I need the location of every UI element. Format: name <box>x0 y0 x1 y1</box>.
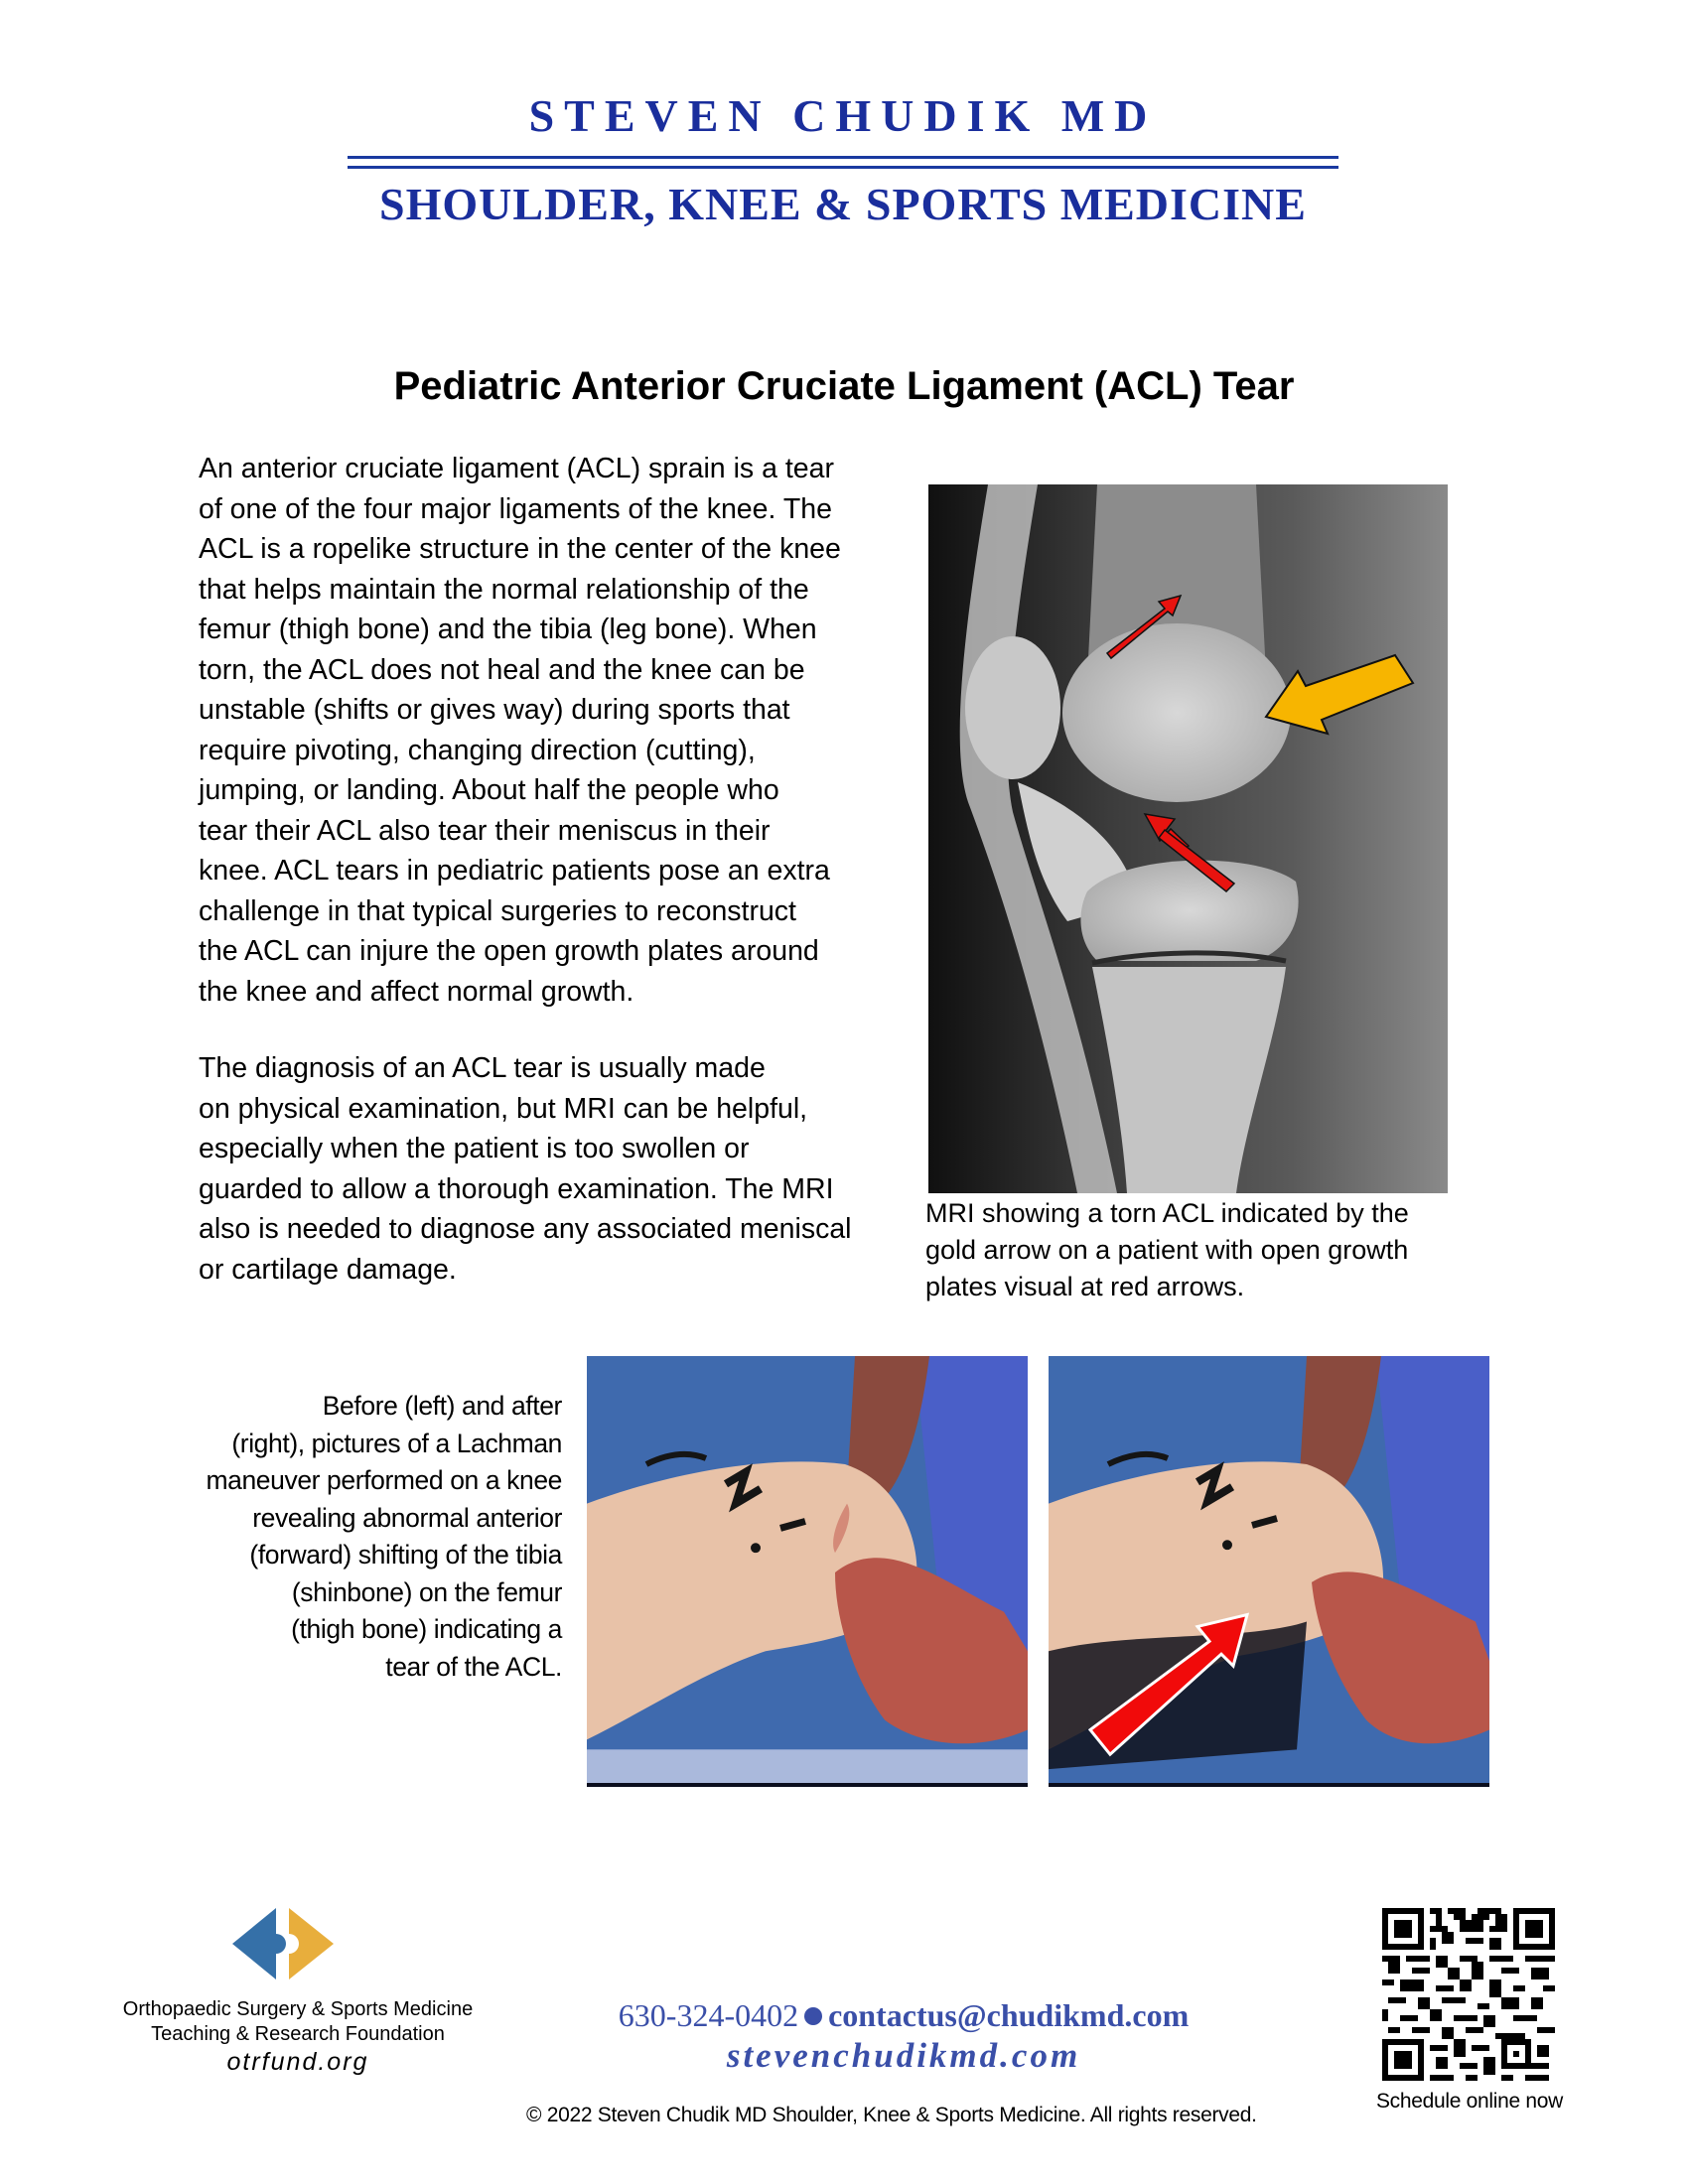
text-line: challenge in that typical surgeries to reconstruct <box>199 894 796 927</box>
practice-name: STEVEN CHUDIK MD <box>528 90 1158 141</box>
text-line: require pivoting, changing direction (cutting), <box>199 734 756 766</box>
text-line: femur (thigh bone) and the tibia (leg bone). When <box>199 614 817 645</box>
otrf-logo <box>232 1908 334 1979</box>
text-line: guarded to allow a thorough examination. The MRI <box>199 1172 834 1205</box>
practice-specialty: SHOULDER, KNEE & SPORTS MEDICINE <box>379 179 1307 229</box>
text-line: knee. ACL tears in pediatric patients pose an extra <box>199 855 830 887</box>
caption-line: tear of the ACL. <box>385 1651 562 1682</box>
phone-number[interactable]: 630-324-0402 <box>618 1997 799 2033</box>
knee-exam-illustration <box>1049 1356 1489 1783</box>
lachman-caption <box>179 1388 562 1686</box>
caption-line: Before (left) and after <box>322 1391 562 1421</box>
text-line: the ACL can injure the open growth plates around <box>199 935 819 967</box>
text-line: that helps maintain the normal relationship of the <box>199 573 809 606</box>
text-line: unstable (shifts or gives way) during sports that <box>199 694 790 726</box>
qr-code-label: Schedule online now <box>1375 2090 1564 2113</box>
bullet-icon <box>804 2007 822 2025</box>
caption-line: maneuver performed on a knee <box>206 1465 562 1495</box>
foundation-name-line1: Orthopaedic Surgery & Sports Medicine <box>122 1998 474 2020</box>
caption-line: (forward) shifting of the tibia <box>249 1540 562 1570</box>
text-line: tear their ACL also tear their meniscus in their <box>199 814 771 847</box>
caption-line: MRI showing a torn ACL indicated by the <box>925 1198 1409 1228</box>
knee-exam-illustration <box>587 1356 1028 1783</box>
text-line: also is needed to diagnose any associated meniscal <box>199 1213 852 1245</box>
email-link[interactable]: contactus@chudikmd.com <box>828 1997 1190 2033</box>
text-line: especially when the patient is too swollen or <box>199 1133 750 1164</box>
text-line: or cartilage damage. <box>199 1253 457 1286</box>
contact-info <box>556 1995 1251 2077</box>
caption-line: revealing abnormal anterior <box>252 1502 562 1533</box>
caption-line: (right), pictures of a Lachman <box>231 1428 562 1458</box>
qr-code-icon <box>1382 1908 1555 2081</box>
mri-illustration <box>928 484 1448 1193</box>
foundation-name-line2: Teaching & Research Foundation <box>151 2023 445 2045</box>
copyright-notice: © 2022 Steven Chudik MD Shoulder, Knee & Sports Medicine. All rights reserved. <box>526 2104 1257 2126</box>
intro-paragraph <box>199 449 894 1012</box>
diagnosis-paragraph <box>199 1048 894 1290</box>
mri-caption <box>925 1195 1481 1305</box>
text-line: on physical examination, but MRI can be helpful, <box>199 1092 808 1125</box>
page-title: Pediatric Anterior Cruciate Ligament (ACL) Tear <box>393 364 1295 408</box>
header-rule-bottom <box>348 166 1338 169</box>
website-link[interactable]: stevenchudikmd.com <box>726 2036 1081 2075</box>
lachman-before-photo <box>587 1356 1028 1787</box>
header-rule-top <box>348 156 1338 159</box>
schedule-qr-code[interactable] <box>1382 1908 1555 2081</box>
text-line: An anterior cruciate ligament (ACL) sprain is a tear <box>199 453 834 484</box>
caption-line: (shinbone) on the femur <box>291 1576 562 1607</box>
text-line: jumping, or landing. About half the people who <box>199 774 779 806</box>
caption-line: gold arrow on a patient with open growth <box>925 1235 1409 1265</box>
text-line: of one of the four major ligaments of the knee. The <box>199 492 832 525</box>
caption-line: (thigh bone) indicating a <box>291 1614 562 1644</box>
text-line: torn, the ACL does not heal and the knee can be <box>199 653 805 686</box>
foundation-url-link[interactable]: otrfund.org <box>226 2048 369 2076</box>
mri-image <box>928 484 1448 1193</box>
text-line: the knee and affect normal growth. <box>199 975 634 1008</box>
text-line: ACL is a ropelike structure in the center of the knee <box>199 533 841 565</box>
lachman-after-photo <box>1049 1356 1489 1787</box>
caption-line: plates visual at red arrows. <box>925 1272 1245 1301</box>
foundation-info <box>79 1997 516 2077</box>
text-line: The diagnosis of an ACL tear is usually made <box>199 1052 766 1084</box>
foundation-logo-icon <box>232 1908 334 1979</box>
